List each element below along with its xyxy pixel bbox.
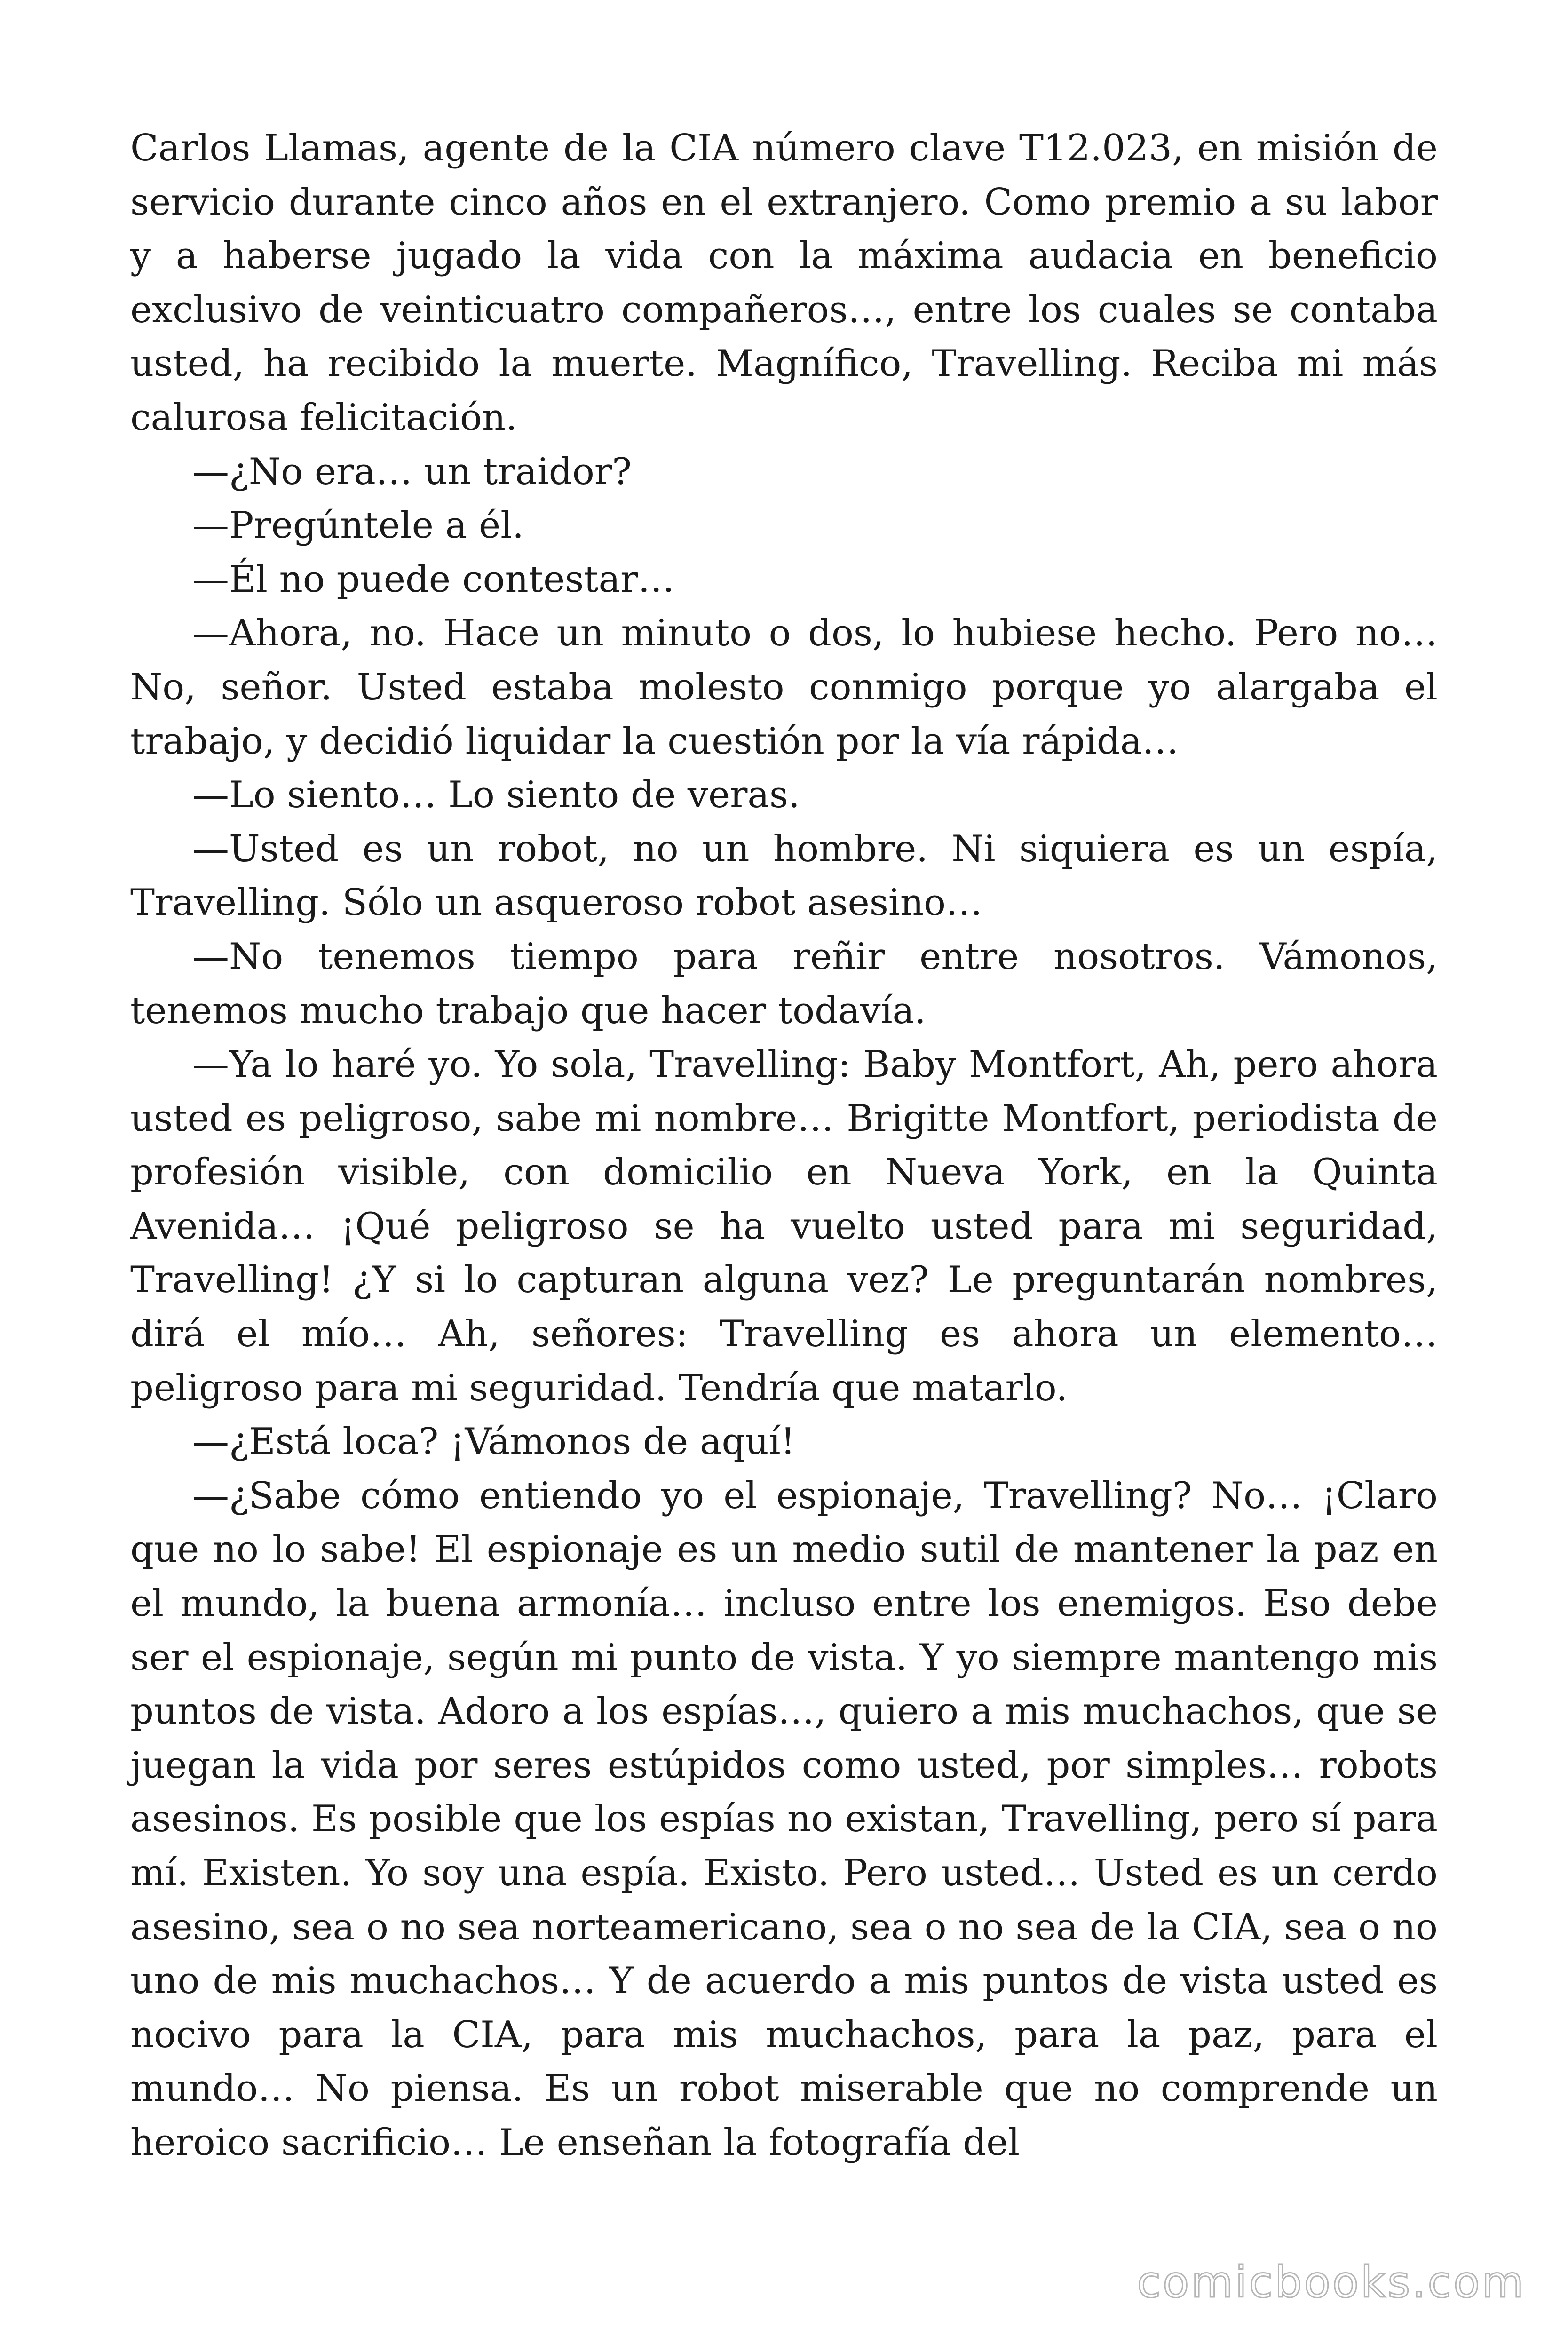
paragraph-6: —Lo siento… Lo siento de veras.	[192, 774, 800, 817]
paragraph-11: —¿Sabe cómo entiendo yo el espionaje, Travelling? No… ¡Claro que no lo sabe! El espionaje es un medio sutil de mantener la paz en el mundo, la buena armonía… incluso entre los enemigos. Eso debe ser el espionaje, según mi punto de vista. Y yo siempre mantengo mis puntos de vista. Adoro a los espías…, quiero a mis muchachos, que se juegan la vida por seres estúpidos como usted, por simples… robots asesinos. Es posible que los espías no existan, Travelling, pero sí para mí. Existen. Yo soy una espía. Existo. Pero usted… Usted es un cerdo asesino, sea o no sea norteamericano, sea o no sea de la CIA, sea o no uno de mis muchachos… Y de acuerdo a mis puntos de vista usted es nocivo para la CIA, para mis muchachos, para la paz, para el mundo… No piensa. Es un robot miserable que no comprende un heroico sacrificio… Le enseñan la fotografía del	[130, 1474, 1438, 2164]
paragraph-8: —No tenemos tiempo para reñir entre nosotros. Vámonos, tenemos mucho trabajo que hacer todavía.	[130, 935, 1438, 1032]
paragraph-9: —Ya lo haré yo. Yo sola, Travelling: Baby Montfort, Ah, pero ahora usted es peligroso, sabe mi nombre… Brigitte Montfort, periodista de profesión visible, con domicilio en Nueva York, en la Quinta Avenida… ¡Qué peligroso se ha vuelto usted para mi seguridad, Travelling! ¿Y si lo capturan alguna vez? Le preguntarán nombres, dirá el mío… Ah, señores: Travelling es ahora un elemento… peligroso para mi seguridad. Tendría que matarlo.	[130, 1043, 1438, 1409]
paragraph-4: —Él no puede contestar…	[192, 558, 675, 601]
paragraph-2: —¿No era… un traidor?	[192, 450, 632, 493]
paragraph-3: —Pregúntele a él.	[192, 504, 524, 547]
body-text	[130, 121, 1438, 2170]
paragraph-10: —¿Está loca? ¡Vámonos de aquí!	[192, 1421, 795, 1463]
paragraph-1: Carlos Llamas, agente de la CIA número clave T12.023, en misión de servicio durante cinco años en el extranjero. Como premio a su labor y a haberse jugado la vida con la máxima audacia en beneficio exclusivo de veinticuatro compañeros…, entre los cuales se contaba usted, ha recibido la muerte. Magnífico, Travelling. Reciba mi más calurosa felicitación.	[130, 127, 1438, 439]
watermark: comicbooks.com	[1137, 2257, 1526, 2307]
paragraph-5: —Ahora, no. Hace un minuto o dos, lo hubiese hecho. Pero no… No, señor. Usted estaba molesto conmigo porque yo alargaba el trabajo, y decidió liquidar la cuestión por la vía rápida…	[130, 612, 1438, 763]
paragraph-7: —Usted es un robot, no un hombre. Ni siquiera es un espía, Travelling. Sólo un asqueroso robot asesino…	[130, 827, 1438, 924]
